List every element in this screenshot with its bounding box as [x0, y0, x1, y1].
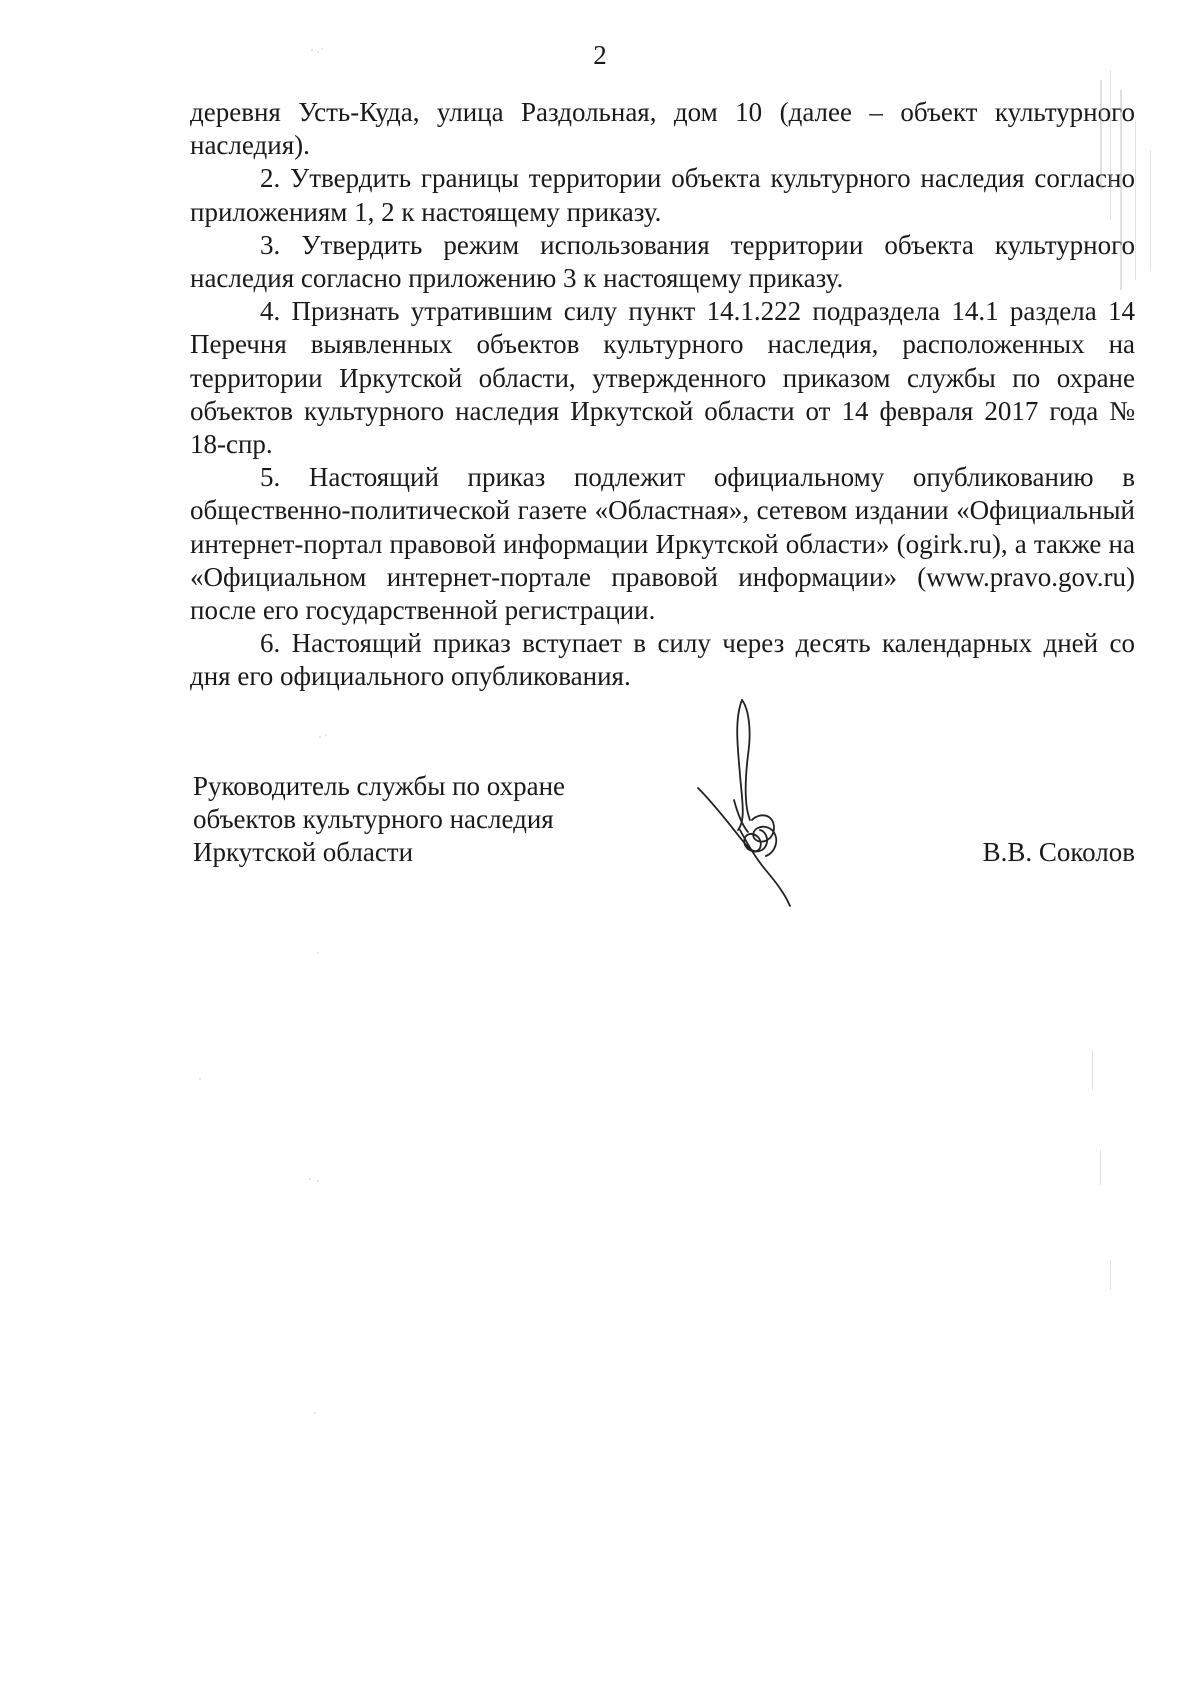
paragraph-2: 2. Утвердить границы территории объекта культурного наследия согласно приложениям 1, 2 к настоящему приказу. [190, 163, 1135, 227]
document-body [190, 96, 1135, 694]
handwritten-signature [690, 680, 840, 910]
paragraph-4: 4. Признать утратившим силу пункт 14.1.222 подраздела 14.1 раздела 14 Перечня выявленных объектов культурного наследия, расположенных на территории Иркутской области, утвержденного приказом службы по охране объектов культурного наследия Иркутской области от 14 февраля 2017 года № 18-спр. [190, 296, 1135, 460]
paragraph-1-continuation: деревня Усть-Куда, улица Раздольная, дом 10 (далее – объект культурного наследия). [190, 97, 1135, 161]
signatory-position-line-2: объектов культурного наследия [193, 804, 554, 834]
signatory-position [193, 770, 653, 869]
paragraph-3: 3. Утвердить режим использования территории объекта культурного наследия согласно приложению 3 к настоящему приказу. [190, 229, 1135, 294]
paragraph-5: 5. Настоящий приказ подлежит официальному опубликованию в общественно-политической газете «Областная», сетевом издании «Официальный интернет-портал правовой информации Иркутской области» (ogirk.ru), а также на «Официальном интернет-портале правовой информации» (www.pravo.gov.ru) после его государственной регистрации. [190, 462, 1135, 626]
signatory-position-line-3: Иркутской области [193, 837, 414, 867]
signatory-position-line-1: Руководитель службы по охране [193, 771, 566, 801]
signatory-name: В.В. Соколов [982, 837, 1135, 867]
page-number: 2 [593, 40, 607, 70]
paragraph-6: 6. Настоящий приказ вступает в силу через десять календарных дней со дня его официального опубликования. [190, 628, 1135, 692]
